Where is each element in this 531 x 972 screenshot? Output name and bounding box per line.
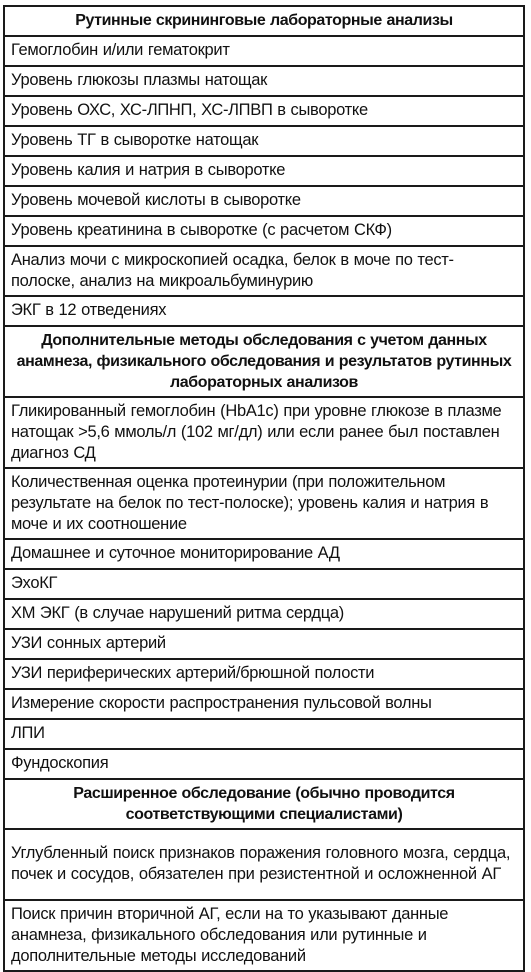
table-cell: Количественная оценка протеинурии (при положительном результате на белок по тест-полоске); уровень калия и натрия в моче и их соотношение <box>4 468 524 539</box>
table-cell: ЭКГ в 12 отведениях <box>4 296 524 326</box>
table-row <box>4 569 524 599</box>
section-header-routine-tests: Рутинные скрининговые лабораторные анализы <box>4 6 524 36</box>
table-row <box>4 689 524 719</box>
table-row <box>4 539 524 569</box>
examination-table <box>3 5 525 972</box>
table-cell: Уровень калия и натрия в сыворотке <box>4 156 524 186</box>
table-row <box>4 829 524 900</box>
section-header-additional-methods: Дополнительные методы обследования с учетом данных анамнеза, физикального обследования и результатов рутинных лабораторных анализов <box>4 326 524 397</box>
table-cell: Измерение скорости распространения пульсовой волны <box>4 689 524 719</box>
table-row <box>4 126 524 156</box>
table-row <box>4 599 524 629</box>
table-cell: Гемоглобин и/или гематокрит <box>4 36 524 66</box>
table-row <box>4 468 524 539</box>
table-row <box>4 96 524 126</box>
table-cell: Уровень глюкозы плазмы натощак <box>4 66 524 96</box>
table-row <box>4 156 524 186</box>
table-cell: УЗИ периферических артерий/брюшной полости <box>4 659 524 689</box>
table-cell: ЛПИ <box>4 719 524 749</box>
table-cell: Уровень ТГ в сыворотке натощак <box>4 126 524 156</box>
table-cell: Гликированный гемоглобин (HbA1c) при уровне глюкозе в плазме натощак >5,6 ммоль/л (102 мг/дл) или если ранее был поставлен диагноз СД <box>4 397 524 468</box>
table-cell: Уровень ОХС, ХС-ЛПНП, ХС-ЛПВП в сыворотке <box>4 96 524 126</box>
section-header-row <box>4 779 524 829</box>
table-row <box>4 397 524 468</box>
table-row <box>4 36 524 66</box>
table-cell: Уровень креатинина в сыворотке (с расчетом СКФ) <box>4 216 524 246</box>
table-cell: Поиск причин вторичной АГ, если на то указывают данные анамнеза, физикального обследования или рутинные и дополнительные методы исследований <box>4 900 524 971</box>
table-cell: Фундоскопия <box>4 749 524 779</box>
table-row <box>4 629 524 659</box>
section-header-row <box>4 326 524 397</box>
table-cell: Домашнее и суточное мониторирование АД <box>4 539 524 569</box>
table-row <box>4 246 524 296</box>
section-header-row <box>4 6 524 36</box>
table-cell: ХМ ЭКГ (в случае нарушений ритма сердца) <box>4 599 524 629</box>
table-row <box>4 296 524 326</box>
table-row <box>4 900 524 971</box>
table-cell: Уровень мочевой кислоты в сыворотке <box>4 186 524 216</box>
table-cell: ЭхоКГ <box>4 569 524 599</box>
table-cell: Углубленный поиск признаков поражения головного мозга, сердца, почек и сосудов, обязателен при резистентной и осложненной АГ <box>4 829 524 900</box>
table-cell: УЗИ сонных артерий <box>4 629 524 659</box>
table-row <box>4 659 524 689</box>
table-cell: Анализ мочи с микроскопией осадка, белок в моче по тест-полоске, анализ на микроальбуминурию <box>4 246 524 296</box>
table-row <box>4 66 524 96</box>
table-row <box>4 186 524 216</box>
section-header-extended-examination: Расширенное обследование (обычно проводится соответствующими специалистами) <box>4 779 524 829</box>
table-row <box>4 719 524 749</box>
table-row <box>4 749 524 779</box>
table-row <box>4 216 524 246</box>
